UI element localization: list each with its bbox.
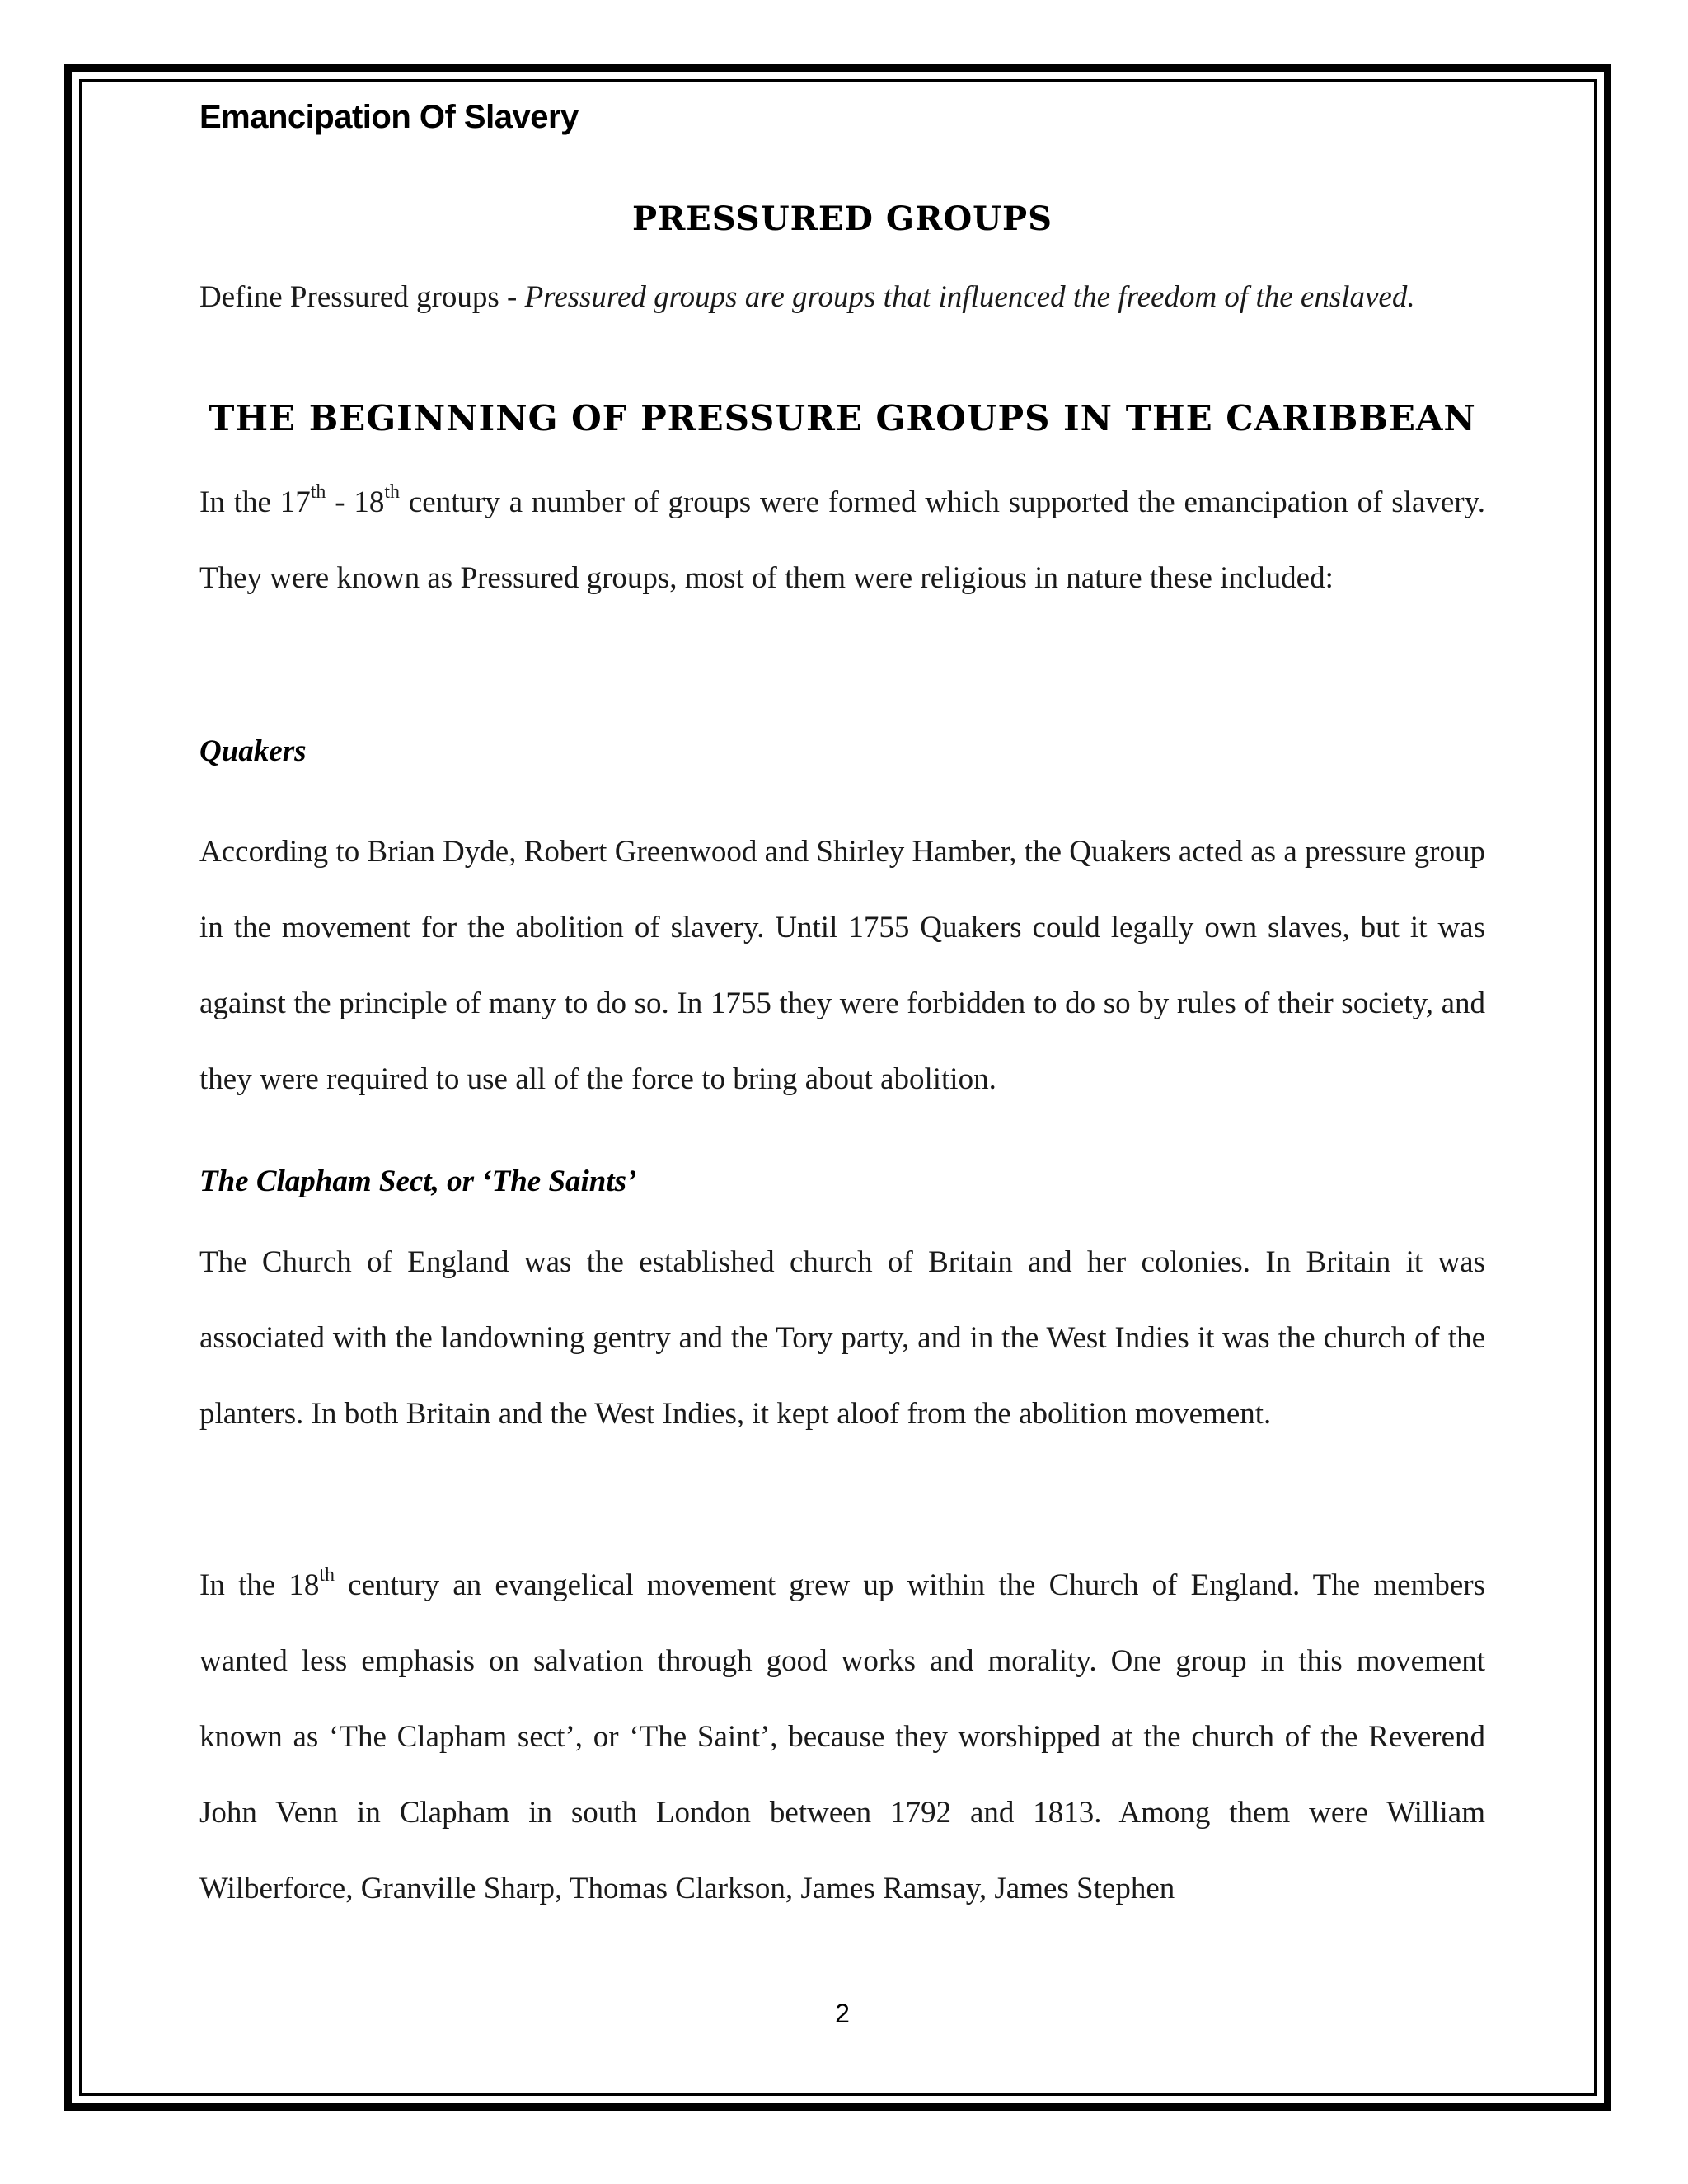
clapham-sup: th xyxy=(319,1563,335,1586)
clapham-paragraph-1: The Church of England was the established church of Britain and her colonies. In Britain it was associated with the landowning gentry and the Tory party, and in the West Indies it was the church of the planters. In both Britain and the West Indies, it kept aloof from the abolition movement. xyxy=(199,1245,1485,1431)
definition-text: Pressured groups are groups that influenced the freedom of the enslaved. xyxy=(524,280,1415,314)
clapham-text-2b: century an evangelical movement grew up within the Church of England. The members wanted less emphasis on salvation through good works and morality. One group in this movement known as ‘The Clapham sect’, or ‘The Saint’, because they worshipped at the church of the Reverend John Venn in Clapham in south London between 1792 and 1813. Among them were William Wilberforce, Granville Sharp, Thomas Clarkson, James Ramsay, James Stephen xyxy=(199,1568,1485,1905)
page-number: 2 xyxy=(835,1999,850,2028)
clapham-paragraph-2 xyxy=(199,1548,1485,1927)
section-heading-pressured-groups: PRESSURED GROUPS xyxy=(631,199,1053,238)
quakers-paragraph: According to Brian Dyde, Robert Greenwood and Shirley Hamber, the Quakers acted as a pressure group in the movement for the abolition of slavery. Until 1755 Quakers could legally own slaves, but it was against the principle of many to do so. In 1755 they were forbidden to do so by rules of their society, and they were required to use all of the force to bring about abolition. xyxy=(199,835,1485,1096)
subheading-quakers: Quakers xyxy=(199,734,307,768)
subheading-clapham-sect: The Clapham Sect, or ‘The Saints’ xyxy=(199,1165,637,1198)
intro-text-3: century a number of groups were formed which supported the emancipation of slavery. They were known as Pressured groups, most of them were religious in nature these included: xyxy=(199,485,1485,595)
intro-sup-1: th xyxy=(310,480,326,503)
definition-label: Define Pressured groups - xyxy=(199,280,525,314)
intro-text-1: In the 17 xyxy=(199,485,311,519)
section-heading-beginning: THE BEGINNING OF PRESSURE GROUPS IN THE CARIBBEAN xyxy=(209,398,1476,438)
definition-paragraph xyxy=(199,275,1485,320)
intro-text-2: - 18 xyxy=(326,485,385,519)
intro-sup-2: th xyxy=(384,480,401,503)
clapham-text-2a: In the 18 xyxy=(199,1568,320,1602)
intro-paragraph xyxy=(199,465,1485,616)
document-header-title: Emancipation Of Slavery xyxy=(199,99,579,135)
